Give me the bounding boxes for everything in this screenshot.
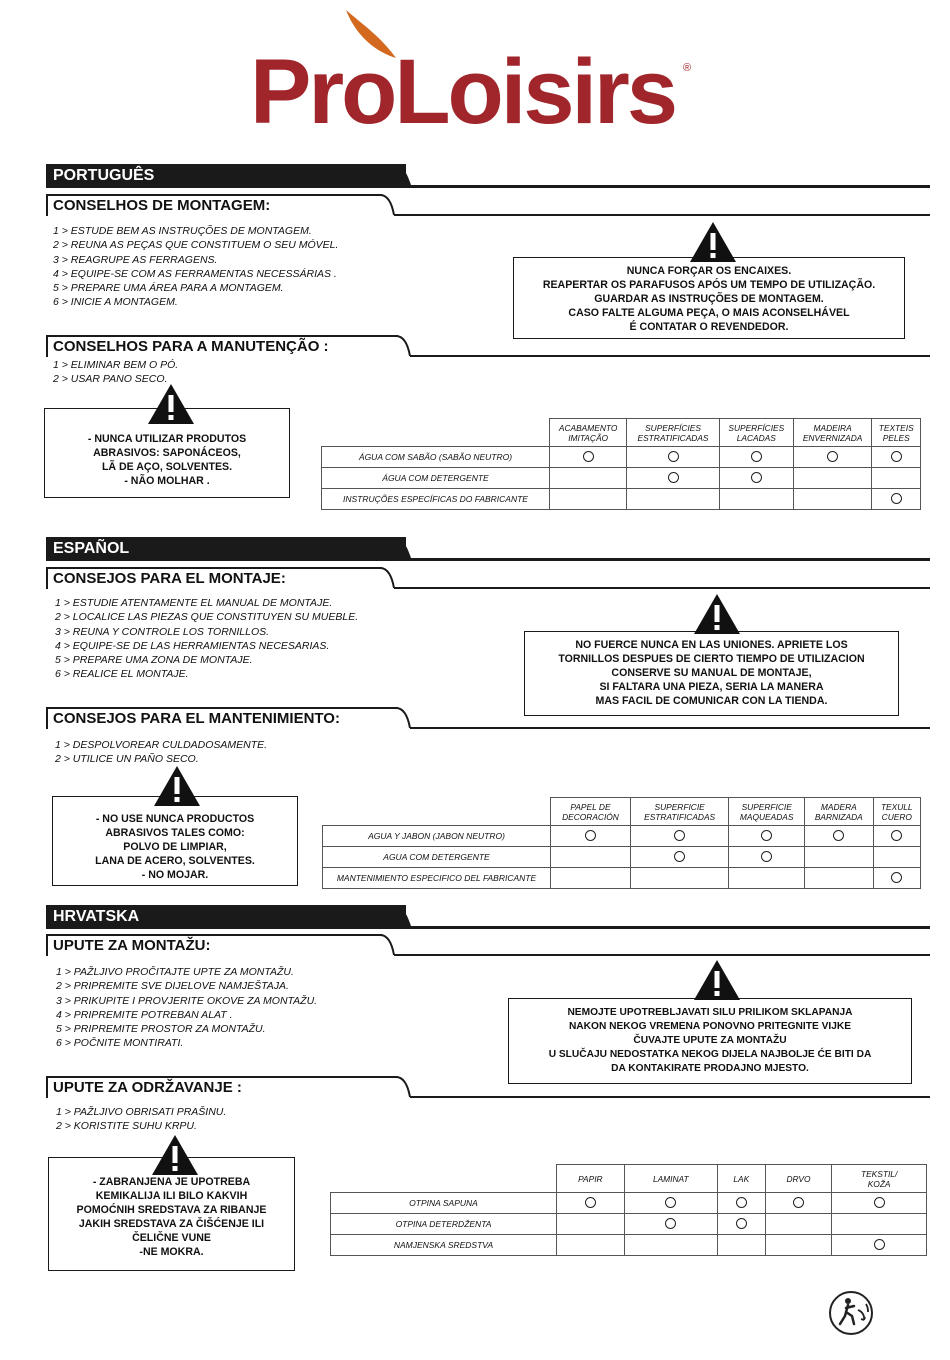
list-item: 3 > REAGRUPE AS FERRAGENS.: [53, 253, 218, 266]
warning-line: - ZABRANJENA JE UPOTREBA: [92, 1176, 251, 1188]
table-cell: [719, 447, 793, 468]
warning-line: NEMOJTE UPOTREBLJAVATI SILU PRILIKOM SKLAPANJA: [567, 1007, 853, 1018]
suitable-circle-icon: [736, 1218, 747, 1229]
header-text: SUPERFICIE: [654, 801, 705, 812]
warning-line: POMOĆNIH SREDSTAVA ZA RIBANJE: [76, 1204, 267, 1216]
suitable-circle-icon: [665, 1218, 676, 1229]
suitable-circle-icon: [751, 472, 762, 483]
table-cell: [873, 826, 920, 847]
warning-line: DA KONTAKIRATE PRODAJNO MJESTO.: [611, 1063, 809, 1074]
suitable-circle-icon: [585, 1197, 596, 1208]
suitable-circle-icon: [761, 830, 772, 841]
header-text: TEXULL: [880, 801, 913, 812]
table-cell: [805, 847, 873, 868]
table-cell: [624, 1235, 717, 1256]
warning-line: TORNILLOS DESPUES DE CIERTO TIEMPO DE UTILIZACION: [558, 653, 865, 665]
assembly-steps-es: [55, 596, 358, 682]
warning-line: NUNCA FORÇAR OS ENCAIXES.: [626, 265, 792, 277]
warning-line: NO FUERCE NUNCA EN LAS UNIONES. APRIETE LOS: [575, 639, 848, 651]
row-label: OTPINA SAPUNA: [331, 1193, 557, 1214]
table-cell: [832, 1235, 927, 1256]
table-cell: [793, 447, 872, 468]
list-item: 4 > EQUIPE-SE DE LAS HERRAMIENTAS NECESARIAS.: [55, 639, 330, 652]
warning-line: CONSERVE SU MANUAL DE MONTAJE,: [611, 667, 812, 679]
warning-line: ČELIČNE VUNE: [132, 1232, 211, 1244]
table-cell: [627, 468, 720, 489]
list-item: 1 > ELIMINAR BEM O PÓ.: [53, 359, 179, 371]
table-column-header: [717, 1165, 765, 1193]
list-item: 2 > UTILICE UN PAÑO SECO.: [55, 753, 199, 766]
table-cell: [832, 1214, 927, 1235]
brand-logo: [250, 6, 700, 141]
warning-line: REAPERTAR OS PARAFUSOS APÓS UM TEMPO DE UTILIZAÇÃO.: [542, 279, 876, 291]
table-column-header: [832, 1165, 927, 1193]
table-cell: [805, 868, 873, 889]
table-column-header: [630, 798, 728, 826]
header-text: IMITAÇÃO: [568, 432, 609, 443]
header-text: SUPERFÍCIES: [645, 422, 701, 433]
table-column-header: [873, 798, 920, 826]
suitable-circle-icon: [827, 451, 838, 462]
table-cell: [550, 468, 627, 489]
header-text: ENVERNIZADA: [802, 432, 863, 443]
table-cell: [873, 847, 920, 868]
suitable-circle-icon: [665, 1197, 676, 1208]
suitable-circle-icon: [874, 1239, 885, 1250]
suitable-circle-icon: [668, 472, 679, 483]
table-row: [331, 1235, 927, 1256]
warning-line: MAS FACIL DE COMUNICAR CON LA TIENDA.: [595, 695, 828, 707]
subsection-assembly-es: [46, 567, 930, 589]
maintenance-steps-hr: [56, 1105, 226, 1134]
table-cell: [832, 1193, 927, 1214]
warning-line: POLVO DE LIMPIAR,: [123, 841, 227, 853]
row-label: NAMJENSKA SREDSTVA: [331, 1235, 557, 1256]
warning-line: CASO FALTE ALGUMA PEÇA, O MAIS ACONSELHÁVEL: [568, 307, 850, 319]
list-item: 1 > ESTUDE BEM AS INSTRUÇÕES DE MONTAGEM.: [53, 225, 312, 237]
subsection-maintenance-es: [46, 707, 930, 729]
warning-line: É CONTATAR O REVENDEDOR.: [629, 321, 789, 333]
header-text: MADEIRA: [813, 422, 852, 433]
table-cell: [551, 826, 631, 847]
section-header-espanol: [46, 537, 930, 561]
warning-line: - NÃO MOLHAR .: [124, 475, 210, 487]
header-text: SUPERFÍCIES: [728, 422, 785, 433]
table-cell: [765, 1235, 832, 1256]
table-cell: [624, 1214, 717, 1235]
table-row: [323, 868, 921, 889]
table-cell: [627, 489, 720, 510]
table-row: [322, 468, 921, 489]
warning-line: - NO USE NUNCA PRODUCTOS: [95, 813, 255, 825]
suitable-circle-icon: [793, 1197, 804, 1208]
suitable-circle-icon: [583, 451, 594, 462]
table-column-header: [719, 419, 793, 447]
row-label: AGUA COM DETERGENTE: [323, 847, 551, 868]
row-label: OTPINA DETERDŽENTA: [331, 1214, 557, 1235]
row-label: ÁGUA COM DETERGENTE: [322, 468, 550, 489]
table-cell: [872, 468, 921, 489]
row-label: INSTRUÇÕES ESPECÍFICAS DO FABRICANTE: [322, 489, 550, 510]
triman-recycle-icon: [828, 1290, 874, 1336]
assembly-steps-pt: [53, 224, 338, 310]
subsection-assembly-pt: [46, 194, 930, 216]
assembly-warning-hr: [508, 998, 912, 1084]
warning-line: - NUNCA UTILIZAR PRODUTOS: [87, 433, 247, 445]
table-cell: [765, 1214, 832, 1235]
warning-line: KEMIKALIJA ILI BILO KAKVIH: [95, 1190, 248, 1202]
header-text: LAMINAT: [652, 1173, 689, 1184]
list-item: 3 > REUNA Y CONTROLE LOS TORNILLOS.: [55, 625, 270, 638]
table-cell: [717, 1214, 765, 1235]
table-column-header: [551, 798, 631, 826]
header-text: BARNIZADA: [814, 811, 863, 822]
header-text: SUPERFICIE: [741, 801, 792, 812]
warning-triangle-icon: [688, 220, 738, 264]
list-item: 1 > PAŽLJIVO OBRISATI PRAŠINU.: [56, 1106, 227, 1118]
list-item: 1 > DESPOLVOREAR CULDADOSAMENTE.: [55, 739, 268, 751]
table-cell: [630, 847, 728, 868]
table-column-header: [627, 419, 720, 447]
suitable-circle-icon: [674, 830, 685, 841]
table-column-header: [765, 1165, 832, 1193]
maintenance-steps-es: [55, 738, 267, 767]
table-column-header: [624, 1165, 717, 1193]
table-cell: [873, 868, 920, 889]
warning-triangle-icon: [152, 764, 202, 808]
warning-line: ABRASIVOS TALES COMO:: [105, 827, 245, 839]
suitable-circle-icon: [674, 851, 685, 862]
row-label: ÁGUA COM SABÃO (SABÃO NEUTRO): [322, 447, 550, 468]
list-item: 2 > REUNA AS PEÇAS QUE CONSTITUEM O SEU MÓVEL.: [53, 239, 339, 252]
subsection-title: CONSELHOS DE MONTAGEM:: [46, 194, 382, 216]
list-item: 6 > POČNITE MONTIRATI.: [56, 1037, 184, 1050]
subsection-maintenance-pt: [46, 335, 930, 357]
list-item: 5 > PREPARE UMA ÁREA PARA A MONTAGEM.: [53, 282, 284, 295]
suitable-circle-icon: [751, 451, 762, 462]
language-title: PORTUGUÊS: [46, 164, 406, 188]
table-cell: [550, 489, 627, 510]
table-row: [323, 826, 921, 847]
header-text: PAPIR: [578, 1173, 603, 1184]
table-column-header: [729, 798, 805, 826]
care-table-hr: [330, 1164, 927, 1256]
table-cell: [719, 489, 793, 510]
warning-line: LANA DE ACERO, SOLVENTES.: [95, 855, 255, 867]
table-cell: [729, 847, 805, 868]
subsection-title: CONSEJOS PARA EL MANTENIMIENTO:: [46, 707, 398, 729]
maintenance-warning-es: [52, 796, 298, 886]
header-text: MAQUEADAS: [739, 811, 794, 822]
suitable-circle-icon: [736, 1197, 747, 1208]
list-item: 2 > PRIPREMITE SVE DIJELOVE NAMJEŠTAJA.: [56, 980, 289, 993]
row-label: MANTENIMIENTO ESPECIFICO DEL FABRICANTE: [323, 868, 551, 889]
subsection-title: CONSEJOS PARA EL MONTAJE:: [46, 567, 382, 589]
table-cell: [557, 1235, 625, 1256]
section-header-portugues: [46, 164, 930, 188]
table-column-header: [793, 419, 872, 447]
header-text: CUERO: [881, 811, 912, 822]
subsection-maintenance-hr: [46, 1076, 930, 1098]
warning-triangle-icon: [150, 1133, 200, 1177]
header-text: MADERA: [820, 801, 857, 812]
table-cell: [717, 1235, 765, 1256]
table-cell: [717, 1193, 765, 1214]
registered-mark: ®: [683, 62, 692, 74]
assembly-warning-pt: [513, 257, 905, 339]
warning-triangle-icon: [692, 592, 742, 636]
warning-line: ČUVAJTE UPUTE ZA MONTAŽU: [633, 1035, 787, 1046]
table-row: [322, 489, 921, 510]
language-title: ESPAÑOL: [46, 537, 406, 561]
header-text: ESTRATIFICADAS: [637, 432, 709, 443]
table-cell: [630, 826, 728, 847]
table-cell: [729, 826, 805, 847]
header-text: LAK: [733, 1173, 750, 1184]
header-text: TEKSTIL/: [860, 1168, 898, 1179]
brand-name: ProLoisirs: [250, 41, 676, 143]
header-text: ESTRATIFICADAS: [644, 811, 716, 822]
section-header-hrvatska: [46, 905, 930, 929]
warning-line: U SLUČAJU NEDOSTATKA NEKOG DIJELA NAJBOLJE ĆE BITI DA: [548, 1049, 872, 1060]
header-text: PAPEL DE: [570, 801, 611, 812]
table-cell: [557, 1193, 625, 1214]
warning-triangle-icon: [692, 958, 742, 1002]
list-item: 1 > PAŽLJIVO PROČITAJTE UPTE ZA MONTAŽU.: [56, 966, 294, 978]
header-text: DRVO: [786, 1173, 811, 1184]
care-table-es: [322, 797, 921, 889]
header-text: TEXTEIS: [878, 422, 914, 433]
table-cell: [627, 447, 720, 468]
table-cell: [729, 868, 805, 889]
row-label: AGUA Y JABON (JABON NEUTRO): [323, 826, 551, 847]
table-column-header: [557, 1165, 625, 1193]
suitable-circle-icon: [585, 830, 596, 841]
warning-line: ABRASIVOS: SAPONÁCEOS,: [93, 447, 241, 459]
table-column-header: [872, 419, 921, 447]
table-column-header: [550, 419, 627, 447]
warning-line: -NE MOKRA.: [139, 1246, 204, 1258]
table-cell: [551, 868, 631, 889]
list-item: 6 > INICIE A MONTAGEM.: [53, 296, 178, 309]
suitable-circle-icon: [874, 1197, 885, 1208]
assembly-warning-es: [524, 631, 899, 716]
header-text: KOŽA: [867, 1178, 891, 1189]
table-row: [322, 447, 921, 468]
list-item: 5 > PRIPREMITE PROSTOR ZA MONTAŽU.: [56, 1023, 266, 1036]
subsection-title: UPUTE ZA ODRŽAVANJE :: [46, 1076, 398, 1098]
suitable-circle-icon: [891, 872, 902, 883]
warning-line: - NO MOJAR.: [141, 869, 209, 881]
language-title: HRVATSKA: [46, 905, 406, 929]
table-cell: [805, 826, 873, 847]
warning-line: JAKIH SREDSTAVA ZA ČIŠĆENJE ILI: [78, 1218, 265, 1230]
suitable-circle-icon: [668, 451, 679, 462]
table-column-header: [805, 798, 873, 826]
assembly-steps-hr: [56, 965, 317, 1051]
table-cell: [765, 1193, 832, 1214]
warning-line: LÃ DE AÇO, SOLVENTES.: [101, 461, 233, 473]
warning-triangle-icon: [146, 382, 196, 426]
warning-line: NAKON NEKOG VREMENA PONOVNO PRITEGNITE VIJKE: [568, 1021, 852, 1032]
list-item: 3 > PRIKUPITE I PROVJERITE OKOVE ZA MONTAŽU.: [56, 994, 318, 1007]
list-item: 4 > EQUIPE-SE COM AS FERRAMENTAS NECESSÁRIAS .: [53, 267, 337, 280]
table-row: [331, 1214, 927, 1235]
table-cell: [551, 847, 631, 868]
list-item: 5 > PREPARE UMA ZONA DE MONTAJE.: [55, 654, 253, 667]
table-cell: [624, 1193, 717, 1214]
list-item: 2 > USAR PANO SECO.: [53, 373, 168, 386]
subsection-assembly-hr: [46, 934, 930, 956]
list-item: 4 > PRIPREMITE POTREBAN ALAT .: [56, 1008, 233, 1021]
care-table-pt: [321, 418, 921, 510]
suitable-circle-icon: [891, 493, 902, 504]
suitable-circle-icon: [833, 830, 844, 841]
list-item: 6 > REALICE EL MONTAJE.: [55, 668, 189, 681]
list-item: 1 > ESTUDIE ATENTAMENTE EL MANUAL DE MONTAJE.: [55, 597, 333, 609]
subsection-title: CONSELHOS PARA A MANUTENÇÃO :: [46, 335, 398, 357]
suitable-circle-icon: [891, 451, 902, 462]
header-text: ACABAMENTO: [558, 422, 618, 433]
subsection-title: UPUTE ZA MONTAŽU:: [46, 934, 382, 956]
suitable-circle-icon: [891, 830, 902, 841]
table-cell: [719, 468, 793, 489]
list-item: 2 > LOCALICE LAS PIEZAS QUE CONSTITUYEN SU MUEBLE.: [55, 611, 359, 624]
table-row: [323, 847, 921, 868]
list-item: 2 > KORISTITE SUHU KRPU.: [56, 1120, 197, 1133]
header-text: DECORACIÓN: [562, 811, 619, 822]
table-cell: [557, 1214, 625, 1235]
table-row: [331, 1193, 927, 1214]
warning-line: GUARDAR AS INSTRUÇÕES DE MONTAGEM.: [594, 293, 824, 305]
table-cell: [872, 447, 921, 468]
header-text: PELES: [882, 432, 910, 443]
table-cell: [872, 489, 921, 510]
table-cell: [630, 868, 728, 889]
table-cell: [550, 447, 627, 468]
suitable-circle-icon: [761, 851, 772, 862]
warning-line: SI FALTARA UNA PIEZA, SERIA LA MANERA: [599, 681, 824, 693]
table-cell: [793, 468, 872, 489]
table-cell: [793, 489, 872, 510]
header-text: LACADAS: [736, 432, 776, 443]
